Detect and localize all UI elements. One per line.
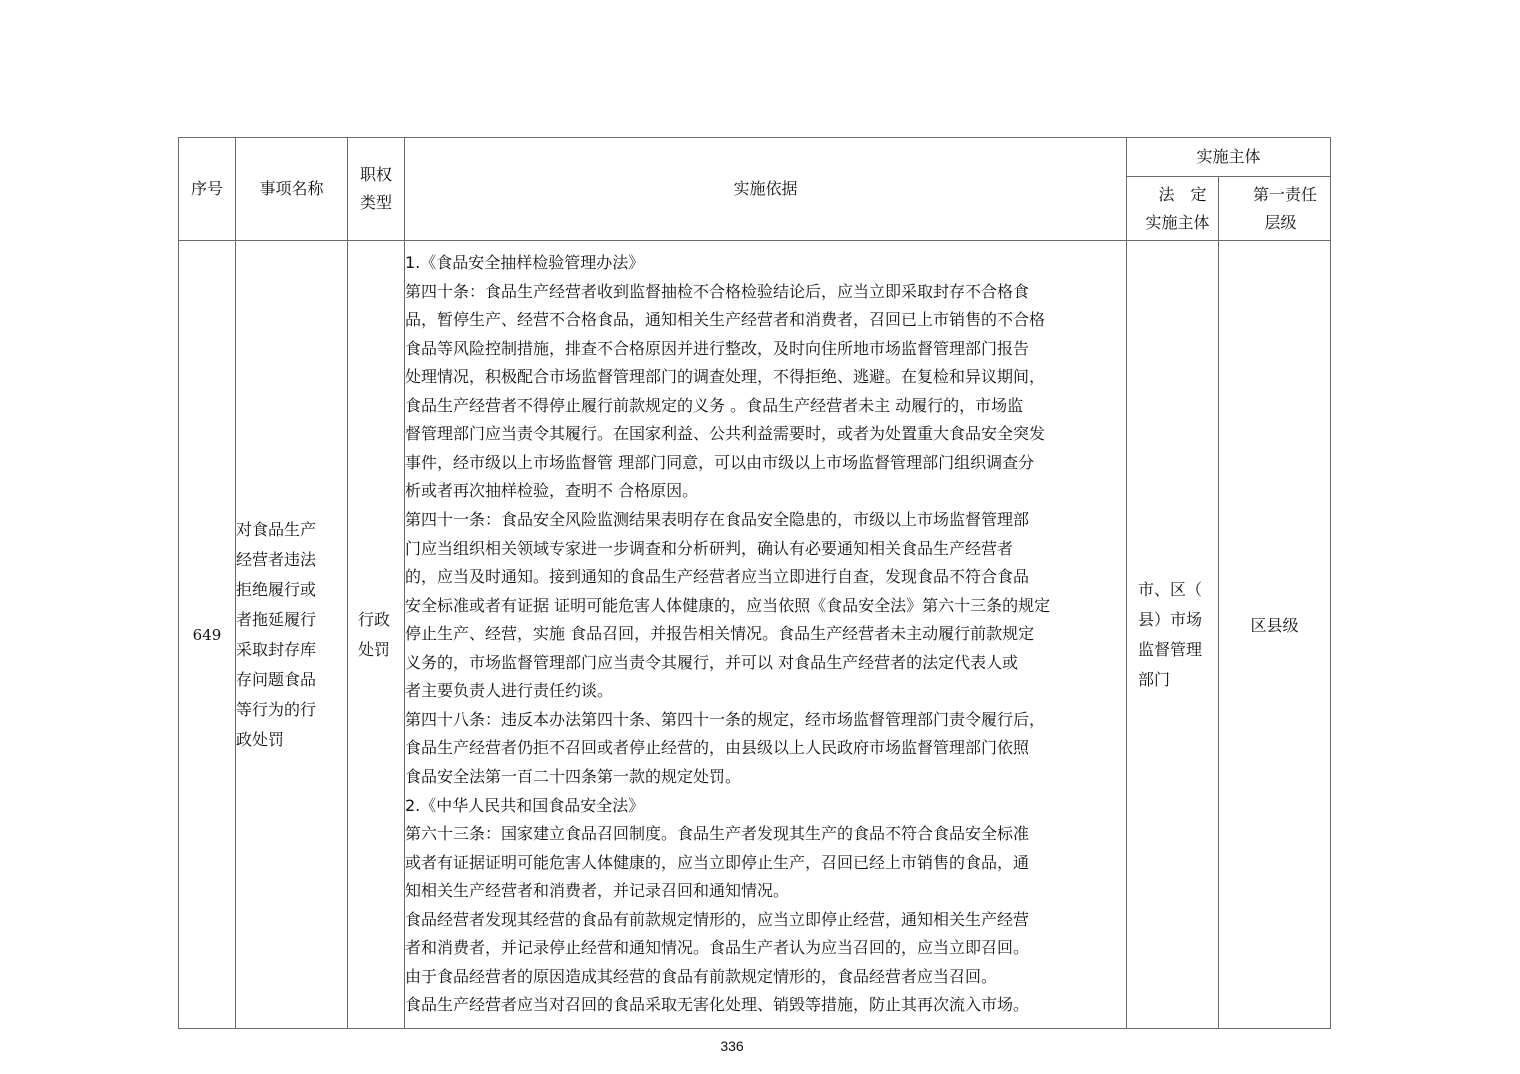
basis-line: 食品安全法第一百二十四条第一款的规定处罚。 <box>405 766 742 786</box>
legal-subject-line: 市、区（ <box>1138 579 1203 599</box>
header-first-level-line2: 层级 <box>1264 212 1297 232</box>
basis-line: 食品生产经营者仍拒不召回或者停止经营的，由县级以上人民政府市场监督管理部门依照 <box>405 738 1030 758</box>
table-row <box>179 241 1331 1029</box>
header-first-level <box>1219 177 1331 241</box>
header-legal-subject-line1: 法 定 <box>1158 184 1207 204</box>
basis-line: 知相关生产经营者和消费者，并记录召回和通知情况。 <box>405 881 790 901</box>
basis-line: 者和消费者，并记录停止经营和通知情况。食品生产者认为应当召回的，应当立即召回。 <box>405 938 1030 958</box>
basis-line: 处理情况，积极配合市场监督管理部门的调查处理，不得拒绝、逃避。在复检和异议期间， <box>405 367 1046 387</box>
basis-line: 品，暂停生产、经营不合格食品，通知相关生产经营者和消费者，召回已上市销售的不合格 <box>405 310 1046 330</box>
basis-line: 2.《中华人民共和国食品安全法》 <box>405 795 645 815</box>
item-name-line: 拒绝履行或 <box>236 579 317 599</box>
power-type-line: 处罚 <box>358 639 391 659</box>
header-subject: 实施主体 <box>1127 138 1331 177</box>
header-basis: 实施依据 <box>405 138 1127 241</box>
basis-line: 食品等风险控制措施，排查不合格原因并进行整改，及时向住所地市场监督管理部门报告 <box>405 338 1030 358</box>
item-name-line: 政处罚 <box>236 729 285 749</box>
basis-line: 食品经营者发现其经营的食品有前款规定情形的，应当立即停止经营，通知相关生产经营 <box>405 909 1030 929</box>
basis-line: 义务的，市场监督管理部门应当责令其履行，并可以 对食品生产经营者的法定代表人或 <box>405 652 1019 672</box>
basis-line: 食品生产经营者不得停止履行前款规定的义务 。食品生产经营者未主 动履行的，市场监 <box>405 395 1024 415</box>
basis-line: 由于食品经营者的原因造成其经营的食品有前款规定情形的，食品经营者应当召回。 <box>405 966 998 986</box>
row-power-type <box>348 241 405 1029</box>
basis-line: 第四十八条：违反本办法第四十条、第四十一条的规定，经市场监督管理部门责令履行后， <box>405 709 1046 729</box>
header-power-type <box>348 138 405 241</box>
header-power-type-line1: 职权 <box>359 165 392 184</box>
basis-line: 食品生产经营者应当对召回的食品采取无害化处理、销毁等措施，防止其再次流入市场。 <box>405 995 1030 1015</box>
row-item-name <box>236 241 348 1029</box>
row-basis <box>405 241 1127 1029</box>
basis-line: 者主要负责人进行责任约谈。 <box>405 681 614 701</box>
item-name-line: 等行为的行 <box>236 699 317 719</box>
item-name-line: 对食品生产 <box>236 519 317 539</box>
item-name-line: 存问题食品 <box>236 669 317 689</box>
legal-subject-line: 县）市场 <box>1138 609 1203 629</box>
row-legal-subject <box>1127 241 1219 1029</box>
item-name-line: 者拖延履行 <box>236 609 317 629</box>
power-type-line: 行政 <box>358 609 391 629</box>
row-first-level: 区县级 <box>1219 241 1331 1029</box>
basis-line: 安全标准或者有证据 证明可能危害人体健康的，应当依照《食品安全法》第六十三条的规定 <box>405 595 1051 615</box>
basis-line: 第四十一条：食品安全风险监测结果表明存在食品安全隐患的，市级以上市场监督管理部 <box>405 510 1030 530</box>
basis-line: 督管理部门应当责令其履行。在国家利益、公共利益需要时，或者为处置重大食品安全突发 <box>405 424 1046 444</box>
basis-line: 析或者再次抽样检验，查明不 合格原因。 <box>405 481 699 501</box>
basis-line: 的，应当及时通知。接到通知的食品生产经营者应当立即进行自查，发现食品不符合食品 <box>405 567 1030 587</box>
row-seq: 649 <box>179 241 236 1029</box>
page-number: 336 <box>720 1038 744 1054</box>
header-legal-subject <box>1127 177 1219 241</box>
item-name-line: 采取封存库 <box>236 639 317 659</box>
authority-table <box>178 137 1331 1029</box>
basis-line: 第六十三条：国家建立食品召回制度。食品生产者发现其生产的食品不符合食品安全标准 <box>405 824 1030 844</box>
basis-line: 停止生产、经营，实施 食品召回，并报告相关情况。食品生产经营者未主动履行前款规定 <box>405 624 1035 644</box>
legal-subject-line: 监督管理 <box>1138 639 1203 659</box>
basis-line: 1.《食品安全抽样检验管理办法》 <box>405 253 645 273</box>
basis-line: 第四十条：食品生产经营者收到监督抽检不合格检验结论后，应当立即采取封存不合格食 <box>405 281 1030 301</box>
header-legal-subject-line2: 实施主体 <box>1145 212 1210 232</box>
basis-line: 事件，经市级以上市场监督管 理部门同意，可以由市级以上市场监督管理部门组织调查分 <box>405 452 1035 472</box>
basis-line: 门应当组织相关领域专家进一步调查和分析研判，确认有必要通知相关食品生产经营者 <box>405 538 1014 558</box>
item-name-line: 经营者违法 <box>236 549 317 569</box>
legal-subject-line: 部门 <box>1138 669 1171 689</box>
header-power-type-line2: 类型 <box>359 193 392 212</box>
header-first-level-line1: 第一责任 <box>1253 184 1318 204</box>
basis-line: 或者有证据证明可能危害人体健康的，应当立即停止生产，召回已经上市销售的食品，通 <box>405 852 1030 872</box>
header-item-name: 事项名称 <box>236 138 348 241</box>
header-seq: 序号 <box>179 138 236 241</box>
